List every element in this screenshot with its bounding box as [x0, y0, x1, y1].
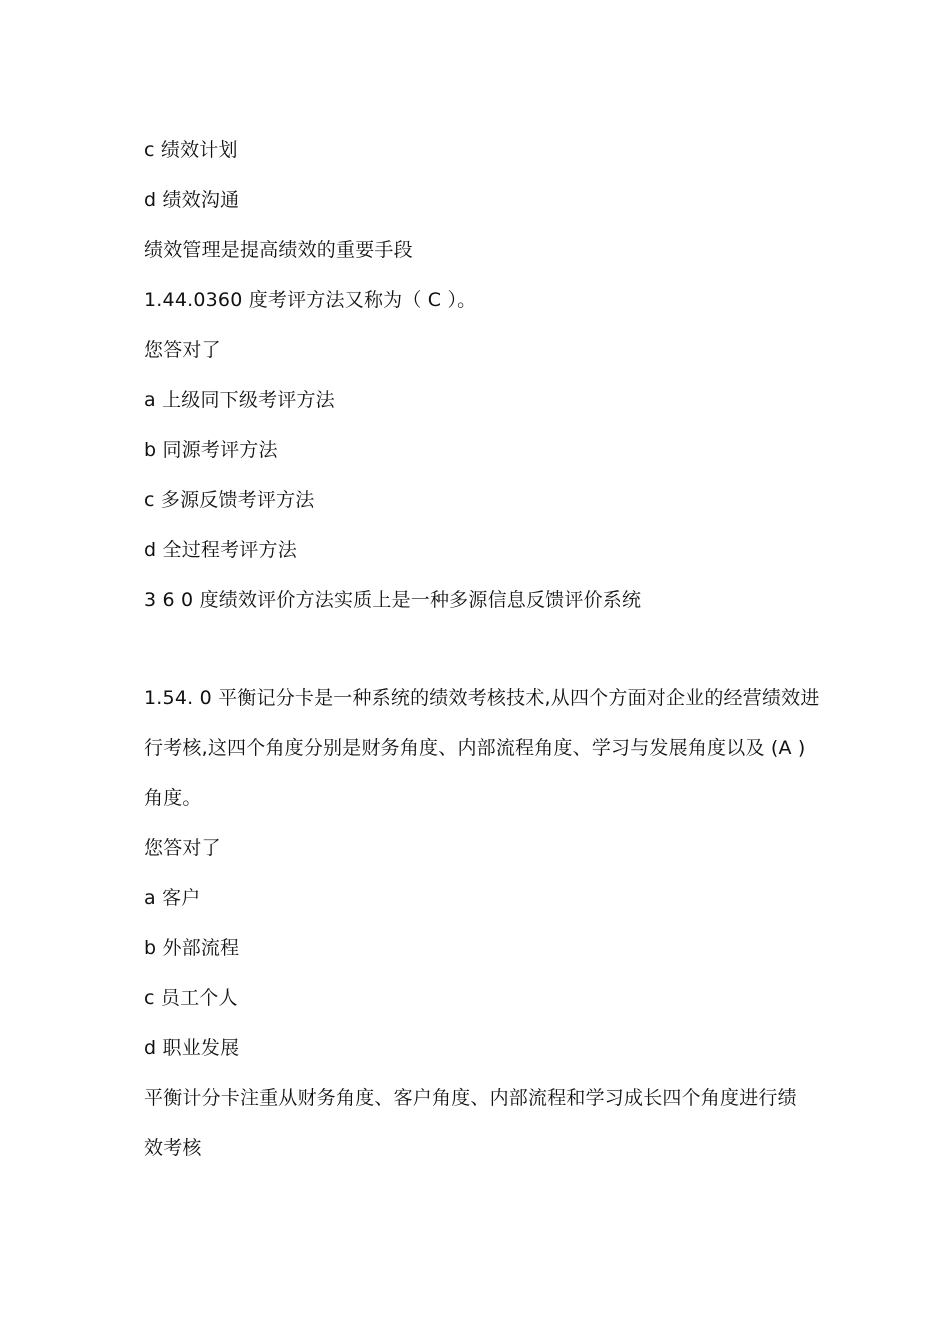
option-b: b 外部流程 [144, 937, 240, 959]
answer-status: 您答对了 [144, 837, 221, 859]
question-1-54-line-1: 1.54. 0 平衡记分卡是一种系统的绩效考核技术,从四个方面对企业的经营绩效进 [144, 687, 820, 709]
option-b: b 同源考评方法 [144, 439, 278, 461]
option-a: a 客户 [144, 887, 201, 909]
option-a: a 上级同下级考评方法 [144, 389, 335, 411]
question-1-54-line-2: 行考核,这四个角度分别是财务角度、内部流程角度、学习与发展角度以及 (A ) [144, 737, 806, 759]
explanation-text: 3 6 0 度绩效评价方法实质上是一种多源信息反馈评价系统 [144, 589, 642, 611]
option-d-performance-communication: d 绩效沟通 [144, 189, 240, 211]
explanation-text-line-2: 效考核 [144, 1137, 202, 1159]
option-d: d 全过程考评方法 [144, 539, 297, 561]
option-c: c 员工个人 [144, 987, 238, 1009]
question-1-44: 1.44.0360 度考评方法又称为（ C ）。 [144, 289, 477, 311]
question-1-54-line-3: 角度。 [144, 787, 202, 809]
explanation-text-line-1: 平衡计分卡注重从财务角度、客户角度、内部流程和学习成长四个角度进行绩 [144, 1087, 797, 1109]
answer-status: 您答对了 [144, 339, 221, 361]
option-c-performance-plan: c 绩效计划 [144, 139, 238, 161]
explanation-text: 绩效管理是提高绩效的重要手段 [144, 239, 413, 261]
option-c: c 多源反馈考评方法 [144, 489, 315, 511]
option-d: d 职业发展 [144, 1037, 240, 1059]
